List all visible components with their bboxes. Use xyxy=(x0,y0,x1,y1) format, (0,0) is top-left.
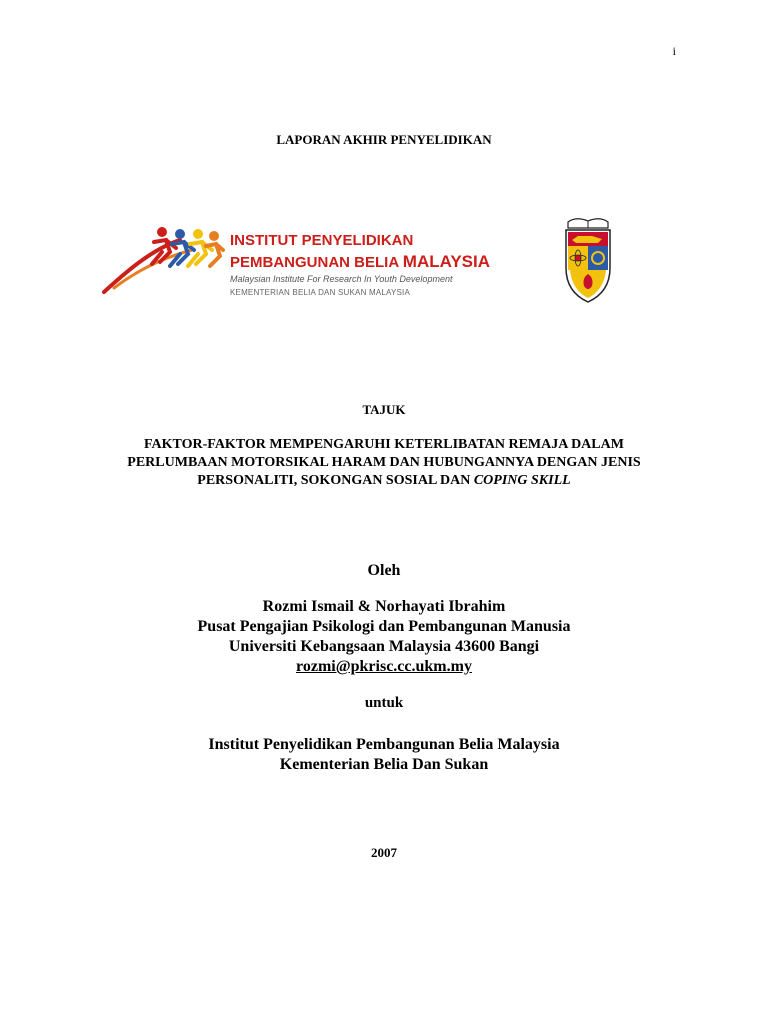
report-title xyxy=(0,436,768,490)
report-label: LAPORAN AKHIR PENYELIDIKAN xyxy=(276,132,492,147)
institute-name-line2-a: PEMBANGUNAN BELIA xyxy=(230,254,403,271)
author-names: Rozmi Ismail & Norhayati Ibrahim xyxy=(262,598,506,615)
report-year: 2007 xyxy=(371,845,397,860)
university-crest-icon xyxy=(562,212,614,304)
recipient-line1: Institut Penyelidikan Pembangunan Belia Malaysia xyxy=(208,736,560,753)
institute-name-line2-b: MALAYSIA xyxy=(402,252,490,271)
title-line3-a: PERSONALITI, SOKONGAN SOSIAL DAN xyxy=(197,473,474,488)
tajuk-label: TAJUK xyxy=(362,402,406,417)
author-email-link[interactable]: rozmi@pkrisc.cc.ukm.my xyxy=(296,658,472,675)
title-line3 xyxy=(0,472,768,490)
page-number: i xyxy=(672,44,676,58)
recipient-line2: Kementerian Belia Dan Sukan xyxy=(279,756,489,773)
oleh-label: Oleh xyxy=(367,562,401,579)
institute-name-line2 xyxy=(230,252,490,272)
institute-ministry: KEMENTERIAN BELIA DAN SUKAN MALAYSIA xyxy=(230,288,410,297)
institute-name-line1: INSTITUT PENYELIDIKAN xyxy=(230,232,414,249)
title-line3-b: COPING SKILL xyxy=(473,473,571,488)
recipient-block xyxy=(0,735,768,775)
author-school: Pusat Pengajian Psikologi dan Pembangunan Manusia xyxy=(197,618,571,635)
institute-english-name: Malaysian Institute For Research In Youth Development xyxy=(230,274,453,284)
author-university: Universiti Kebangsaan Malaysia 43600 Bangi xyxy=(228,638,540,655)
authors-block xyxy=(0,597,768,677)
title-line1: FAKTOR-FAKTOR MEMPENGARUHI KETERLIBATAN REMAJA DALAM xyxy=(144,437,624,452)
title-line2: PERLUMBAAN MOTORSIKAL HARAM DAN HUBUNGANNYA DENGAN JENIS xyxy=(127,455,641,470)
runners-logo-icon xyxy=(100,218,225,300)
untuk-label: untuk xyxy=(364,695,404,711)
institute-logo xyxy=(100,218,500,300)
